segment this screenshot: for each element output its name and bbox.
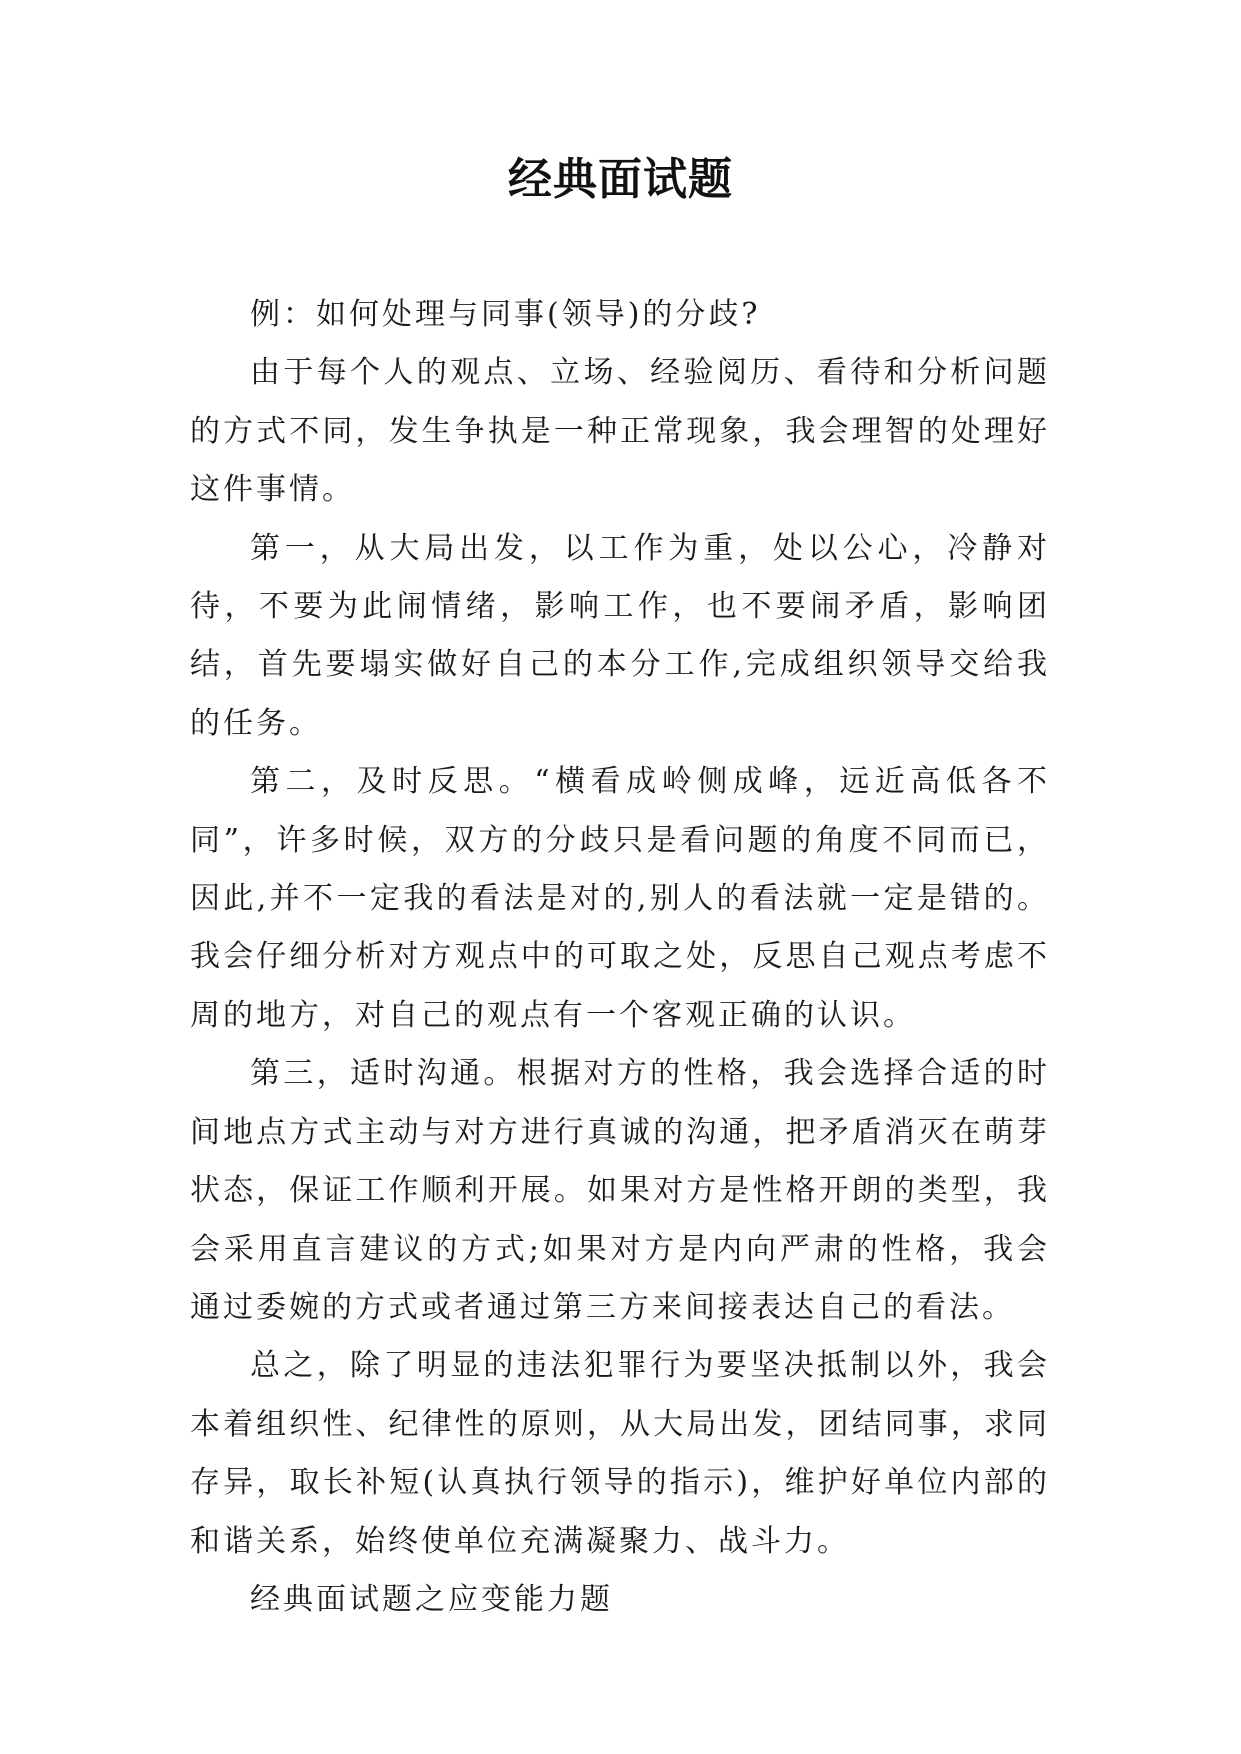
paragraph-first-point: 第一，从大局出发，以工作为重，处以公心，冷静对待，不要为此闹情绪，影响工作，也不要闹矛盾，影响团结，首先要塌实做好自己的本分工作,完成组织领导交给我的任务。 <box>190 530 1050 741</box>
paragraph-question: 例：如何处理与同事(领导)的分歧? <box>250 297 761 332</box>
paragraph-third-point: 第三，适时沟通。根据对方的性格，我会选择合适的时间地点方式主动与对方进行真诚的沟通，把矛盾消灭在萌芽状态，保证工作顺利开展。如果对方是性格开朗的类型，我会采用直言建议的方式;如果对方是内向严肃的性格，我会通过委婉的方式或者通过第三方来间接表达自己的看法。 <box>190 1056 1050 1325</box>
paragraph-section-heading: 经典面试题之应变能力题 <box>250 1581 613 1617</box>
document-body <box>190 286 1050 1629</box>
paragraph-conclusion: 总之，除了明显的违法犯罪行为要坚决抵制以外，我会本着组织性、纪律性的原则，从大局出发，团结同事，求同存异，取长补短(认真执行领导的指示)，维护好单位内部的和谐关系，始终使单位充满凝聚力、战斗力。 <box>190 1348 1050 1559</box>
document-title: 经典面试题 <box>508 154 733 205</box>
paragraph-intro: 由于每个人的观点、立场、经验阅历、看待和分析问题的方式不同，发生争执是一种正常现象，我会理智的处理好这件事情。 <box>190 355 1050 508</box>
paragraph-second-point: 第二，及时反思。“横看成岭侧成峰，远近高低各不同”，许多时候，双方的分歧只是看问题的角度不同而已，因此,并不一定我的看法是对的,别人的看法就一定是错的。我会仔细分析对方观点中的可取之处，反思自己观点考虑不周的地方，对自己的观点有一个客观正确的认识。 <box>190 764 1050 1033</box>
